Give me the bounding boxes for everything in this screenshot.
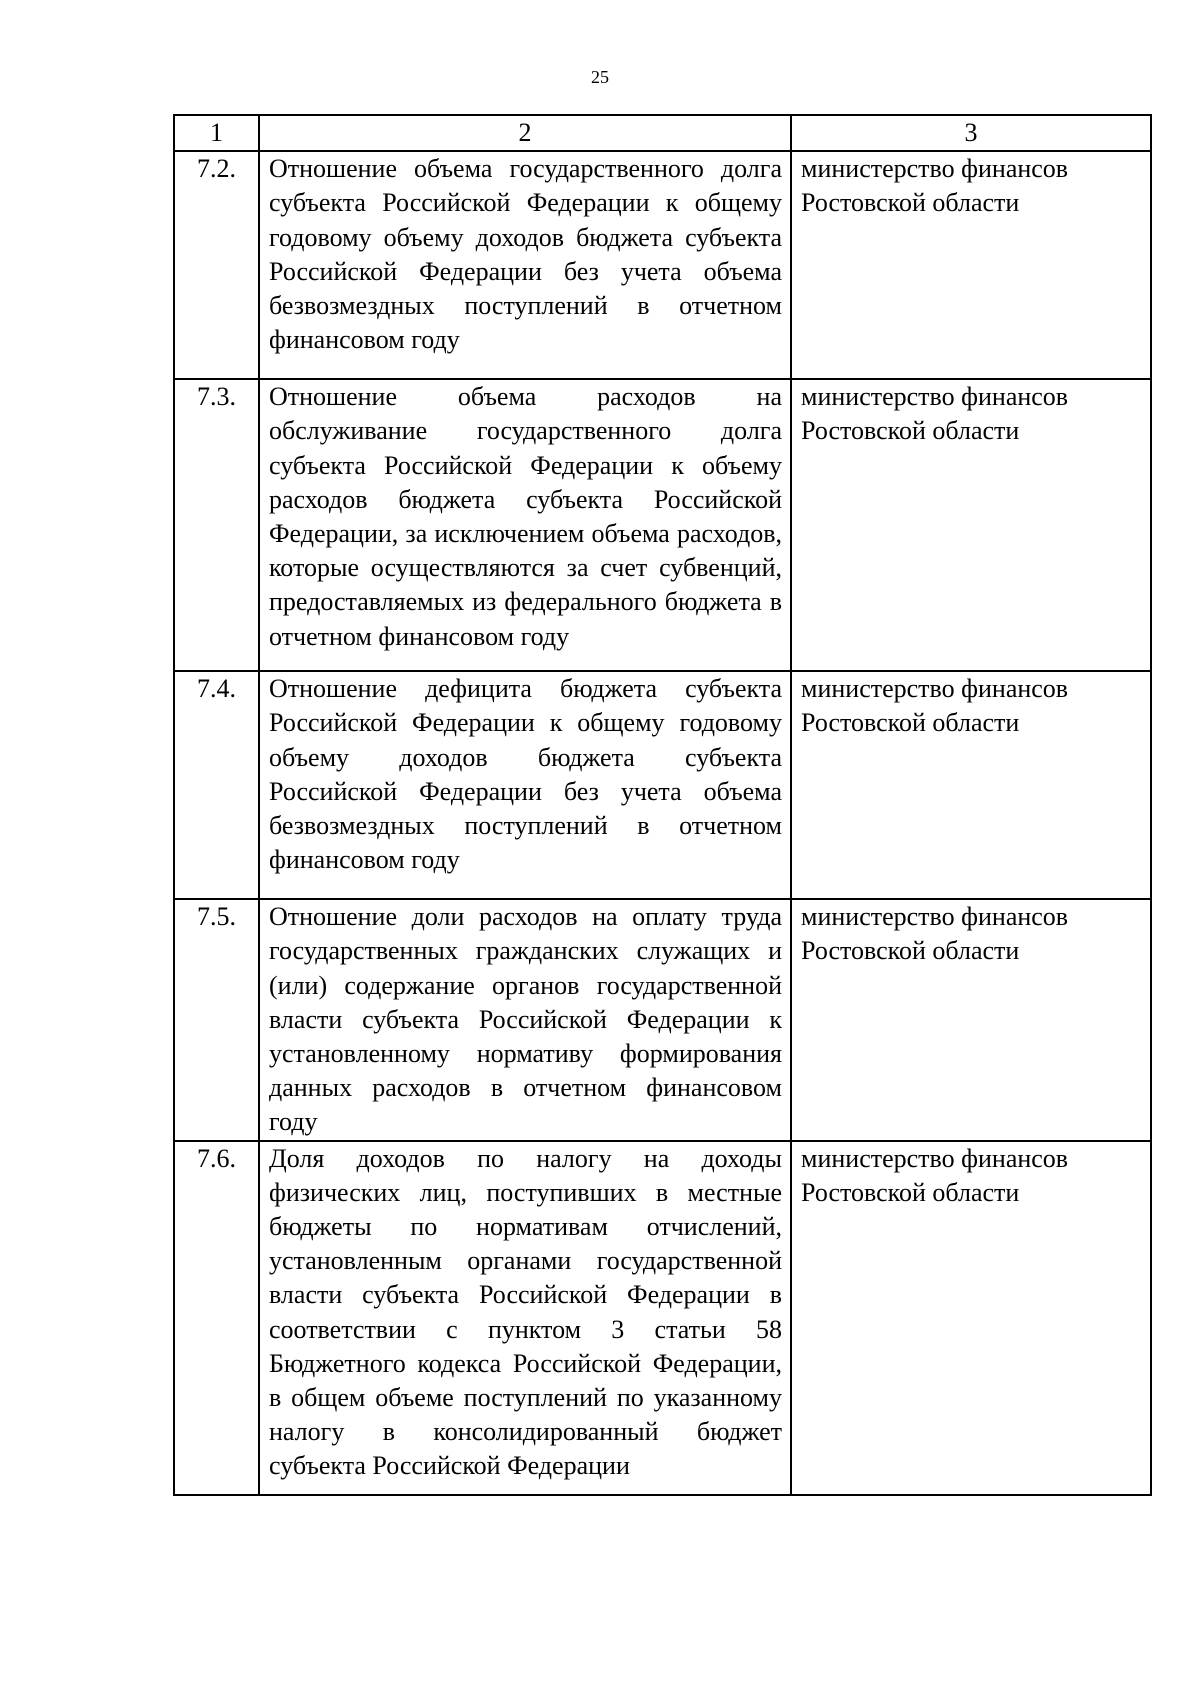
responsible-body: министерство финансов Ростовской области bbox=[791, 899, 1151, 1140]
indicator-description: Отношение доли расходов на оплату труда государственных гражданских служащих и (или) содержание органов государственной власти субъекта Российской Федерации к установленному нормативу формирования данных расходов в отчетном финансовом году bbox=[259, 899, 791, 1140]
header-col-2: 2 bbox=[259, 115, 791, 151]
responsible-body: министерство финансов Ростовской области bbox=[791, 1141, 1151, 1495]
table-row bbox=[174, 1141, 1151, 1495]
header-col-3: 3 bbox=[791, 115, 1151, 151]
row-number: 7.5. bbox=[174, 899, 259, 1140]
indicator-description: Отношение дефицита бюджета субъекта Российской Федерации к общему годовому объему доходов бюджета субъекта Российской Федерации без учета объема безвозмездных поступлений в отчетном финансовом году bbox=[259, 671, 791, 899]
table-header bbox=[174, 115, 1151, 151]
row-number: 7.4. bbox=[174, 671, 259, 899]
header-row bbox=[174, 115, 1151, 151]
row-number: 7.3. bbox=[174, 379, 259, 671]
table-row bbox=[174, 151, 1151, 379]
table-row bbox=[174, 899, 1151, 1140]
indicator-description: Отношение объема расходов на обслуживание государственного долга субъекта Российской Федерации к объему расходов бюджета субъекта Российской Федерации, за исключением объема расходов, которые осуществляются за счет субвенций, предоставляемых из федерального бюджета в отчетном финансовом году bbox=[259, 379, 791, 671]
responsible-body: министерство финансов Ростовской области bbox=[791, 671, 1151, 899]
indicator-description: Отношение объема государственного долга субъекта Российской Федерации к общему годовому объему доходов бюджета субъекта Российской Федерации без учета объема безвозмездных поступлений в отчетном финансовом году bbox=[259, 151, 791, 379]
table-row bbox=[174, 379, 1151, 671]
page-number: 25 bbox=[591, 67, 609, 87]
row-number: 7.6. bbox=[174, 1141, 259, 1495]
table-row bbox=[174, 671, 1151, 899]
table-body bbox=[174, 151, 1151, 1494]
indicators-table bbox=[173, 114, 1152, 1496]
indicator-description: Доля доходов по налогу на доходы физических лиц, поступивших в местные бюджеты по нормативам отчислений, установленным органами государственной власти субъекта Российской Федерации в соответствии с пунктом 3 статьи 58 Бюджетного кодекса Российской Федерации, в общем объеме поступлений по указанному налогу в консолидированный бюджет субъекта Российской Федерации bbox=[259, 1141, 791, 1495]
responsible-body: министерство финансов Ростовской области bbox=[791, 379, 1151, 671]
row-number: 7.2. bbox=[174, 151, 259, 379]
header-col-1: 1 bbox=[174, 115, 259, 151]
responsible-body: министерство финансов Ростовской области bbox=[791, 151, 1151, 379]
